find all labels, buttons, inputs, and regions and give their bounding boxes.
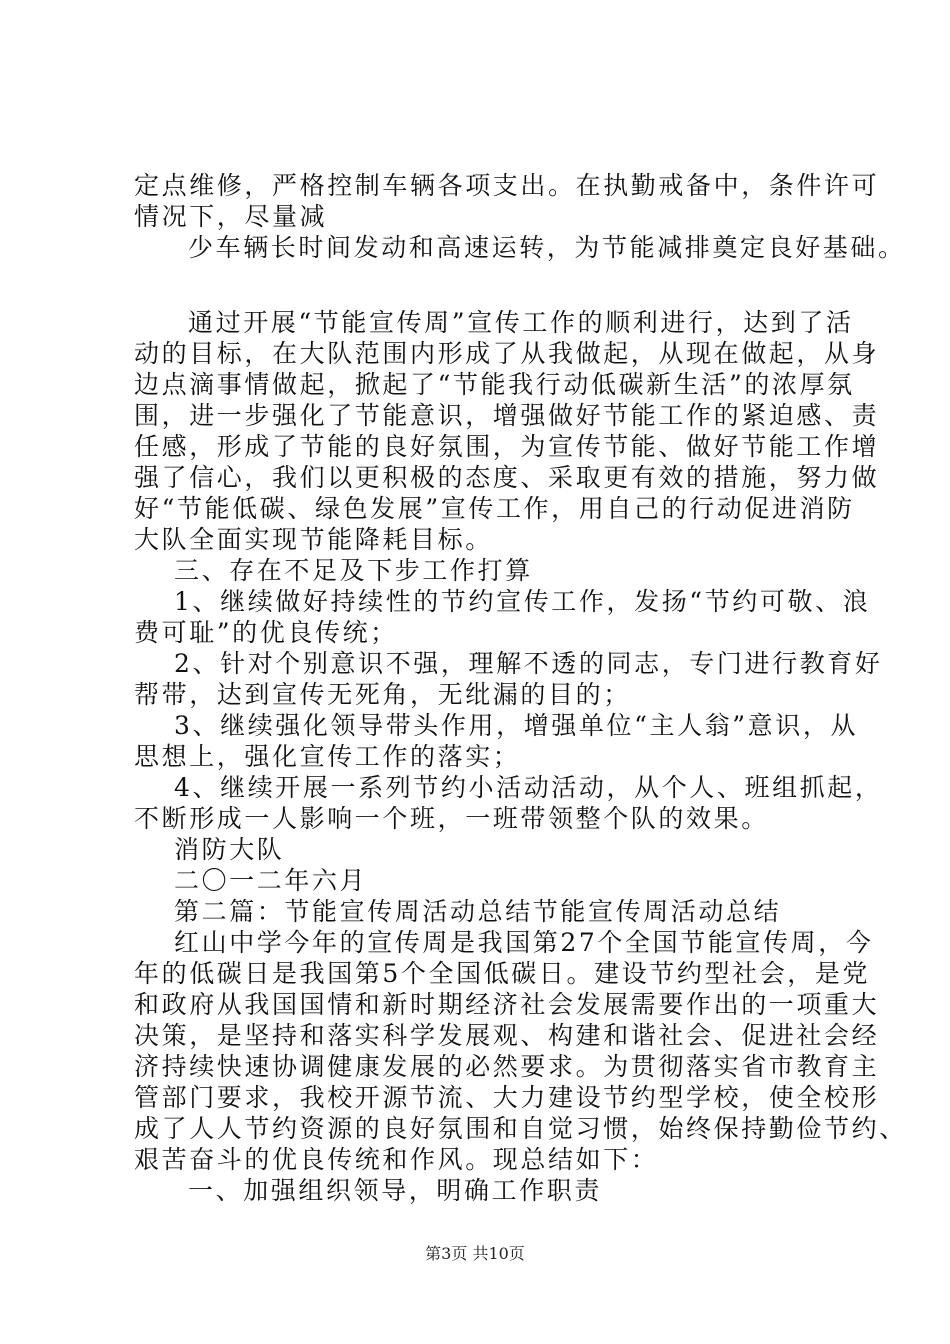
text-line: 通过开展“节能宣传周”宣传工作的顺利进行，达到了活 [188,308,854,337]
text-line: 年的低碳日是我国第5个全国低碳日。建设节约型社会，是党 [134,959,871,988]
text-line: 二〇一二年六月 [174,866,368,895]
text-line: 动的目标，在大队范围内形成了从我做起，从现在做起，从身 [134,339,880,368]
paragraph [134,896,834,927]
text-line: 成了人人节约资源的良好氛围和自觉习惯，始终保持勤俭节约、 [134,1114,907,1143]
text-line: 4、继续开展一系列节约小活动活动，从个人、班组抓起， [174,773,883,802]
paragraph [134,307,880,555]
text-line: 强了信心，我们以更积极的态度、采取更有效的措施，努力做 [134,463,880,492]
text-line: 三、存在不足及下步工作打算 [174,556,533,585]
text-line: 少车辆长时间发动和高速运转，为节能减排奠定良好基础。 [188,233,906,262]
paragraph [134,927,907,1175]
text-line: 1、继续做好持续性的节约宣传工作，发扬“节约可敬、浪 [174,587,871,616]
text-line: 2、针对个别意识不强，理解不透的同志，专门进行教育好 [174,649,883,678]
paragraph [134,648,883,710]
text-line: 一、加强组织领导，明确工作职责 [188,1176,603,1205]
paragraph [134,710,859,772]
text-line: 大队全面实现节能降耗目标。 [134,525,493,554]
text-line: 红山中学今年的宣传周是我国第27个全国节能宣传周，今 [174,928,874,957]
text-line: 围，进一步强化了节能意识，增强做好节能工作的紧迫感、责 [134,401,880,430]
paragraph [134,170,880,232]
text-line: 思想上，强化宣传工作的落实； [134,742,521,771]
text-line: 边点滴事情做起，掀起了“节能我行动低碳新生活”的浓厚氛 [134,370,855,399]
text-line: 决策，是坚持和落实科学发展观、构建和谐社会、促进社会经 [134,1021,880,1050]
text-line: 任感，形成了节能的良好氛围，为宣传节能、做好节能工作增 [134,432,880,461]
text-line: 艰苦奋斗的优良传统和作风。现总结如下： [134,1145,659,1174]
text-line: 费可耻”的优良传统； [134,618,398,647]
text-line: 第二篇：节能宣传周活动总结节能宣传周活动总结 [174,897,782,926]
paragraph [134,555,834,586]
paragraph [134,772,883,834]
paragraph [134,586,871,648]
paragraph [134,232,906,263]
text-line: 帮带，达到宣传无死角，无纰漏的目的； [134,680,631,709]
paragraph-gap [134,263,834,307]
paragraph [134,865,834,896]
text-line: 和政府从我国国情和新时期经济社会发展需要作出的一项重大 [134,990,880,1019]
text-line: 情况下，尽量减 [134,202,328,231]
paragraph [134,1175,834,1206]
text-line: 定点维修，严格控制车辆各项支出。在执勤戒备中，条件许可 [134,171,880,200]
document-body [134,170,907,1206]
text-line: 好“节能低碳、绿色发展”宣传工作，用自己的行动促进消防 [134,494,855,523]
text-line: 济持续快速协调健康发展的必然要求。为贯彻落实省市教育主 [134,1052,880,1081]
text-line: 管部门要求，我校开源节流、大力建设节约型学校，使全校形 [134,1083,880,1112]
text-line: 3、继续强化领导带头作用，增强单位“主人翁”意识，从 [174,711,859,740]
page-footer: 第3页 共10页 [425,1244,525,1263]
text-line: 不断形成一人影响一个班，一班带领整个队的效果。 [134,804,769,833]
text-line: 消防大队 [174,835,285,864]
paragraph [134,834,834,865]
